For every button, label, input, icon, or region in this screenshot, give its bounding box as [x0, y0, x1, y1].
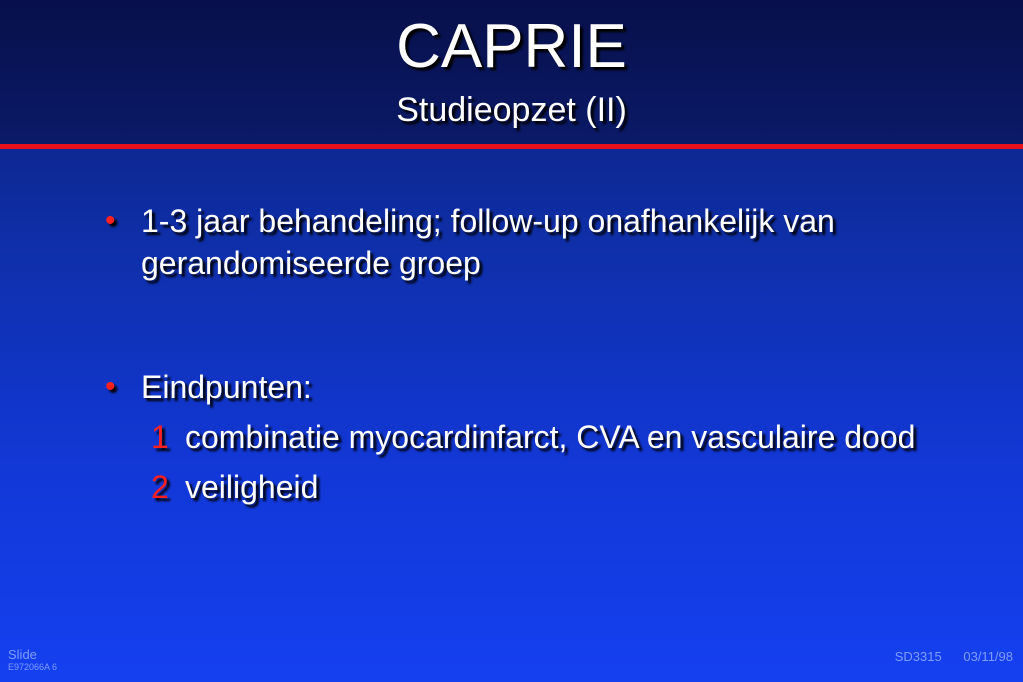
footer-slide-label: Slide — [8, 647, 37, 662]
slide-title: CAPRIE — [396, 12, 627, 81]
subitem-text: combinatie myocardinfarct, CVA en vasculaire dood — [185, 419, 916, 455]
header-divider — [0, 144, 1023, 149]
subitem-number: 2 — [151, 469, 169, 505]
numbered-subitem — [105, 416, 985, 458]
bullet-item — [105, 200, 985, 284]
numbered-subitem — [105, 466, 985, 508]
bullet-text: Eindpunten: — [141, 369, 312, 405]
slide-subtitle: Studieopzet (II) — [396, 91, 627, 129]
subitem-number: 1 — [151, 419, 169, 455]
footer-slide-code: E972066A 6 — [8, 662, 58, 672]
footer-date: 03/11/98 — [963, 649, 1013, 664]
footer-document-code: SD3315 — [894, 649, 942, 664]
bullet-item — [105, 366, 985, 408]
slide-body — [105, 200, 985, 508]
footer-left — [8, 648, 57, 673]
footer-right — [895, 649, 1013, 664]
bullet-text: 1-3 jaar behandeling; follow-up onafhankelijk van gerandomiseerde groep — [141, 203, 835, 281]
bullet-dot-icon: • — [105, 204, 116, 237]
bullet-dot-icon: • — [105, 370, 116, 403]
subitem-text: veiligheid — [185, 469, 319, 505]
